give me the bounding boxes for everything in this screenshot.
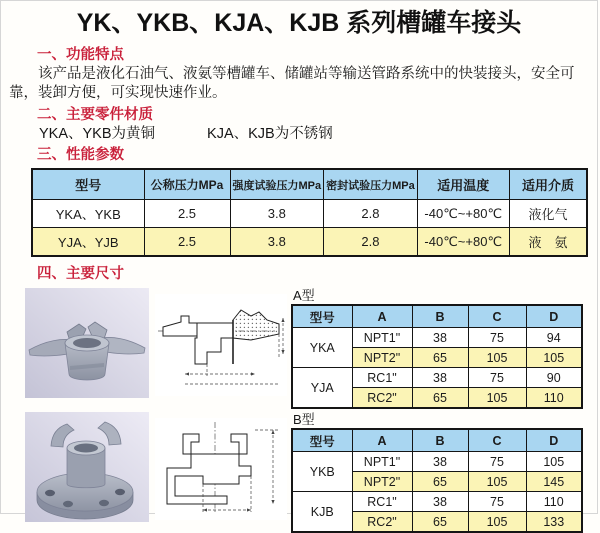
cell-c: 75 bbox=[468, 452, 526, 472]
section-heading-performance: 三、性能参数 bbox=[37, 147, 124, 163]
page-title: YK、YKB、KJA、KJB 系列槽罐车接头 bbox=[76, 9, 522, 37]
cell-model: YJA bbox=[292, 368, 352, 409]
features-paragraph: 该产品是液化石油气、液氨等槽罐车、储罐站等输送管路系统中的快装接头，安全可靠，装卸方便，可实现快速作业。 bbox=[9, 66, 575, 101]
cell-b: 65 bbox=[412, 348, 468, 368]
cell-d: 105 bbox=[526, 452, 582, 472]
material-brass: YKA、YKB为黄铜 bbox=[39, 126, 156, 142]
table-row bbox=[292, 328, 582, 348]
cell-medium: 液化气 bbox=[509, 200, 587, 228]
cell-thread: NPT1" bbox=[352, 328, 412, 348]
cell-model: YKA、YKB bbox=[32, 200, 144, 228]
cell-c: 75 bbox=[468, 492, 526, 512]
col-header-d: D bbox=[526, 305, 582, 328]
cell-thread: NPT2" bbox=[352, 348, 412, 368]
col-header-nominal-pressure: 公称压力MPa bbox=[144, 169, 230, 200]
type-a-dimension-table bbox=[291, 304, 583, 409]
cell-seal-pressure: 2.8 bbox=[324, 228, 418, 257]
cell-b: 65 bbox=[412, 388, 468, 409]
cell-b: 38 bbox=[412, 328, 468, 348]
cell-nominal-pressure: 2.5 bbox=[144, 200, 230, 228]
section-heading-dimensions: 四、主要尺寸 bbox=[37, 266, 124, 282]
cell-seal-pressure: 2.8 bbox=[324, 200, 418, 228]
col-header-temperature: 适用温度 bbox=[417, 169, 509, 200]
flanged-coupling-photo bbox=[25, 412, 149, 522]
table-row bbox=[32, 200, 587, 228]
cell-nominal-pressure: 2.5 bbox=[144, 228, 230, 257]
cell-thread: RC1" bbox=[352, 368, 412, 388]
type-b-table-block bbox=[291, 412, 583, 533]
cell-medium: 液 氨 bbox=[509, 228, 587, 257]
cell-model: YKA bbox=[292, 328, 352, 368]
cell-model: YKB bbox=[292, 452, 352, 492]
materials-line bbox=[39, 125, 597, 143]
cell-d: 105 bbox=[526, 348, 582, 368]
col-header-strength-test-pressure: 强度试验压力MPa bbox=[230, 169, 324, 200]
col-header-model: 型号 bbox=[292, 305, 352, 328]
cell-d: 94 bbox=[526, 328, 582, 348]
cell-d: 145 bbox=[526, 472, 582, 492]
cell-thread: NPT2" bbox=[352, 472, 412, 492]
cell-c: 105 bbox=[468, 388, 526, 409]
table-row bbox=[32, 228, 587, 257]
table-row bbox=[292, 368, 582, 388]
wing-coupling-photo bbox=[25, 288, 149, 398]
cell-b: 65 bbox=[412, 472, 468, 492]
cell-c: 105 bbox=[468, 512, 526, 533]
cell-d: 90 bbox=[526, 368, 582, 388]
dim-header-row bbox=[292, 429, 582, 452]
cell-c: 75 bbox=[468, 368, 526, 388]
cell-b: 38 bbox=[412, 492, 468, 512]
cell-c: 105 bbox=[468, 348, 526, 368]
cell-d: 110 bbox=[526, 492, 582, 512]
performance-table bbox=[31, 168, 588, 257]
cell-thread: RC1" bbox=[352, 492, 412, 512]
col-header-medium: 适用介质 bbox=[509, 169, 587, 200]
col-header-d: D bbox=[526, 429, 582, 452]
cell-model: KJB bbox=[292, 492, 352, 533]
table-row bbox=[292, 492, 582, 512]
col-header-c: C bbox=[468, 305, 526, 328]
type-a-table-block bbox=[291, 288, 583, 409]
type-a-label: A型 bbox=[293, 288, 315, 303]
cell-b: 38 bbox=[412, 452, 468, 472]
col-header-b: B bbox=[412, 305, 468, 328]
cell-d: 133 bbox=[526, 512, 582, 533]
dim-header-row bbox=[292, 305, 582, 328]
cell-strength-pressure: 3.8 bbox=[230, 228, 324, 257]
cell-model: YJA、YJB bbox=[32, 228, 144, 257]
type-b-drawing bbox=[155, 418, 287, 520]
type-a-drawing bbox=[155, 294, 287, 396]
cell-d: 110 bbox=[526, 388, 582, 409]
col-header-c: C bbox=[468, 429, 526, 452]
type-b-dimension-table bbox=[291, 428, 583, 533]
col-header-a: A bbox=[352, 429, 412, 452]
col-header-a: A bbox=[352, 305, 412, 328]
section-heading-materials: 二、主要零件材质 bbox=[37, 107, 153, 123]
col-header-model: 型号 bbox=[32, 169, 144, 200]
cell-thread: RC2" bbox=[352, 388, 412, 409]
col-header-model: 型号 bbox=[292, 429, 352, 452]
cell-b: 65 bbox=[412, 512, 468, 533]
col-header-seal-test-pressure: 密封试验压力MPa bbox=[324, 169, 418, 200]
table-row bbox=[292, 452, 582, 472]
cell-c: 105 bbox=[468, 472, 526, 492]
type-b-row bbox=[25, 412, 597, 533]
type-a-row bbox=[25, 288, 597, 409]
col-header-b: B bbox=[412, 429, 468, 452]
cell-temperature: -40℃~+80℃ bbox=[417, 228, 509, 257]
cell-b: 38 bbox=[412, 368, 468, 388]
cell-c: 75 bbox=[468, 328, 526, 348]
material-stainless: KJA、KJB为不锈钢 bbox=[207, 126, 333, 142]
cell-thread: NPT1" bbox=[352, 452, 412, 472]
cell-thread: RC2" bbox=[352, 512, 412, 533]
cell-temperature: -40℃~+80℃ bbox=[417, 200, 509, 228]
type-b-label: B型 bbox=[293, 412, 315, 427]
cell-strength-pressure: 3.8 bbox=[230, 200, 324, 228]
section-heading-features: 一、功能特点 bbox=[37, 47, 124, 63]
performance-header-row bbox=[32, 169, 587, 200]
